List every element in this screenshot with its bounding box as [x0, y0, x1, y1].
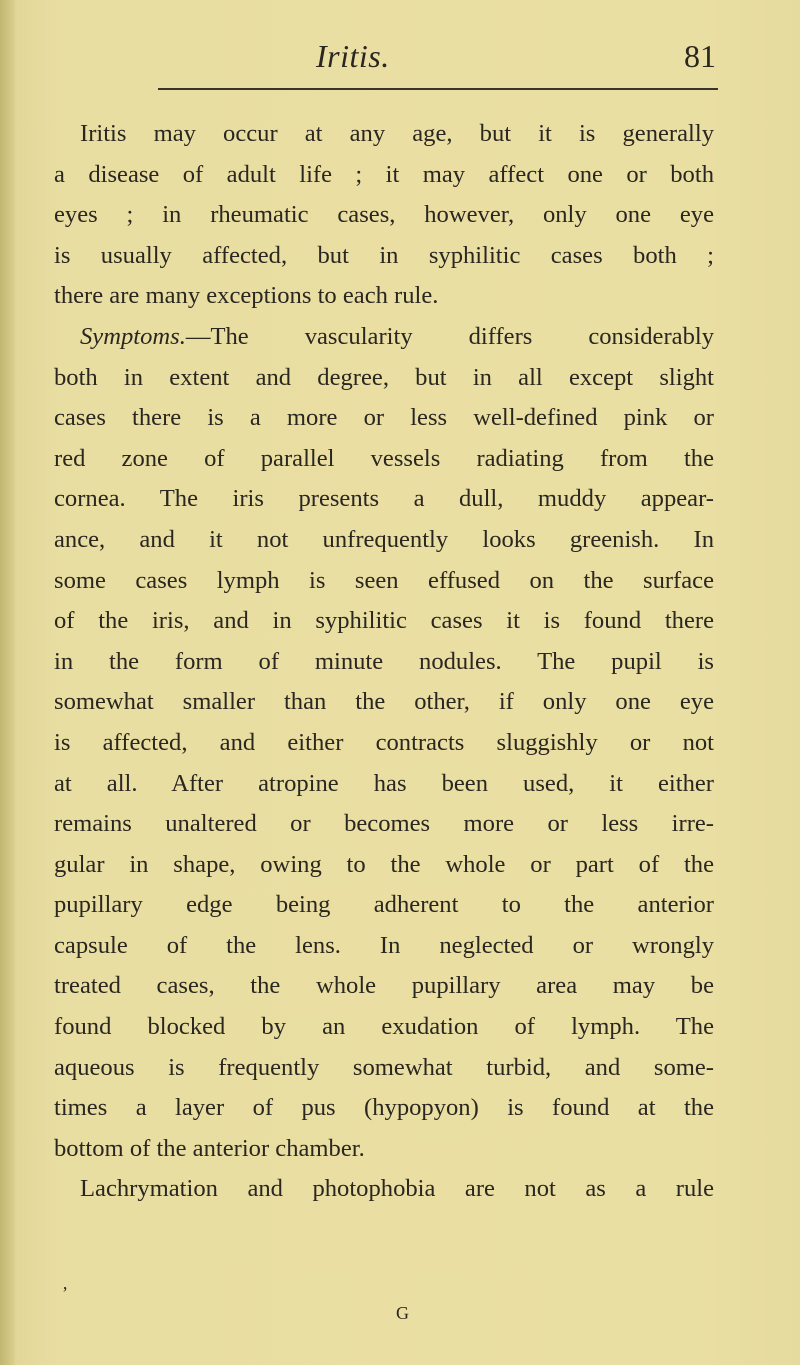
- text-line: pupillary edge being adherent to the anterior: [54, 891, 714, 919]
- text-line: cornea. The iris presents a dull, muddy appear-: [54, 485, 714, 513]
- text-line: some cases lymph is seen effused on the surface: [54, 566, 714, 594]
- text-line: of the iris, and in syphilitic cases it is found there: [54, 607, 714, 635]
- signature-mark: G: [396, 1303, 409, 1323]
- text-line: a disease of adult life ; it may affect one or both: [54, 160, 714, 188]
- text-line: in the form of minute nodules. The pupil is: [54, 647, 714, 675]
- text-line: Iritis may occur at any age, but it is generally: [80, 120, 714, 147]
- text-line: treated cases, the whole pupillary area may be: [54, 972, 714, 1000]
- section-lead-symptoms: Symptoms.: [80, 322, 186, 350]
- text-line: [54, 317, 714, 358]
- text-line: there are many exceptions to each rule.: [54, 282, 439, 310]
- text-line: cases there is a more or less well-defined pink or: [54, 404, 714, 432]
- stray-mark: ’: [62, 1283, 68, 1303]
- text-line: is usually affected, but in syphilitic cases both ;: [54, 241, 714, 269]
- text-line: capsule of the lens. In neglected or wrongly: [54, 931, 714, 959]
- page-binding-shadow: [0, 0, 14, 1365]
- text-line: red zone of parallel vessels radiating from the: [54, 444, 714, 472]
- text-line: somewhat smaller than the other, if only one eye: [54, 688, 714, 716]
- text-line: at all. After atropine has been used, it either: [54, 769, 714, 797]
- text-line: times a layer of pus (hypopyon) is found at the: [54, 1094, 714, 1122]
- text-line: remains unaltered or becomes more or less irre-: [54, 810, 714, 838]
- page-number: 81: [684, 38, 716, 74]
- text-line: ance, and it not unfrequently looks greenish. In: [54, 525, 714, 553]
- text-line: bottom of the anterior chamber.: [54, 1134, 365, 1162]
- text-line: eyes ; in rheumatic cases, however, only one eye: [54, 201, 714, 229]
- section-lead-rest: —The vascularity differs considerably: [185, 322, 714, 350]
- text-line: aqueous is frequently somewhat turbid, and some-: [54, 1053, 714, 1081]
- text-line: both in extent and degree, but in all except slight: [54, 363, 714, 391]
- text-line: found blocked by an exudation of lymph. The: [54, 1013, 714, 1041]
- text-line: Lachrymation and photophobia are not as a rule: [80, 1175, 714, 1203]
- header-rule: [158, 88, 718, 90]
- text-line: gular in shape, owing to the whole or part of the: [54, 850, 714, 878]
- body-text: [54, 114, 714, 1210]
- running-head-title: Iritis.: [316, 38, 390, 74]
- text-line: is affected, and either contracts sluggishly or not: [54, 728, 714, 756]
- running-head: [70, 38, 760, 88]
